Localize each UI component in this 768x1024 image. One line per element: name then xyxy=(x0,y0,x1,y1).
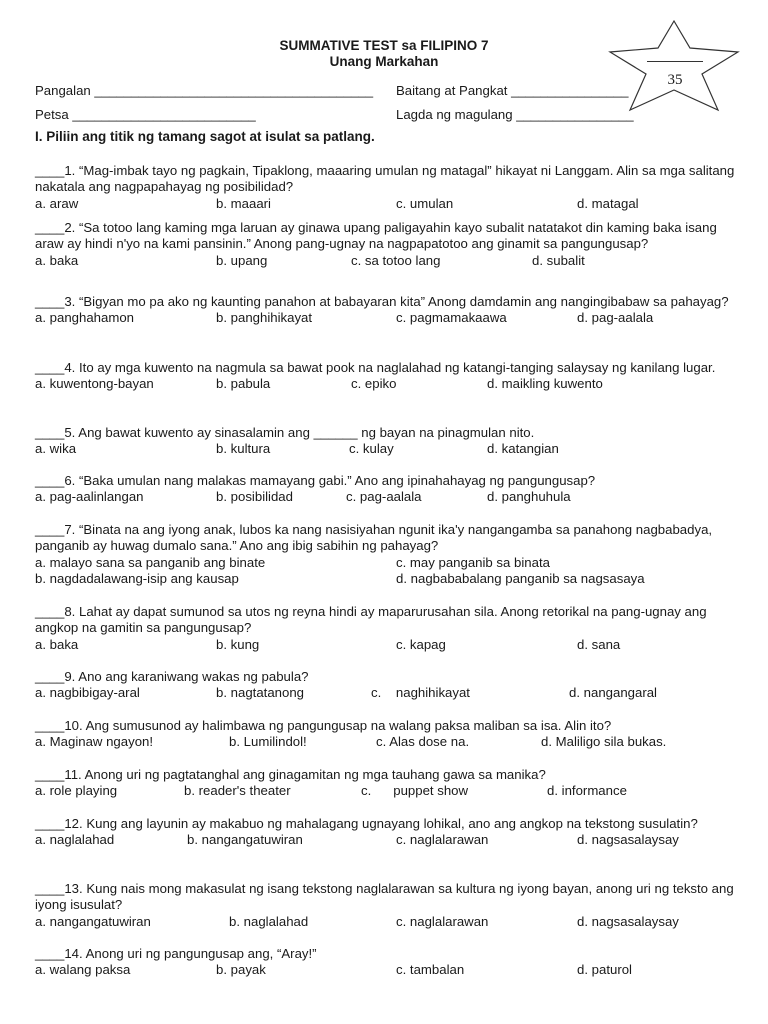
option-a[interactable]: a. pag-aalinlangan xyxy=(35,489,144,505)
question-stem: ____7. “Binata na ang iyong anak, lubos ka nang nasisiyahan ngunit ika'y nangangamba sa panahong nagbabadya, panganib ay huwag dumalo sana.” Ano ang ibig sabihin ng pahayag? xyxy=(35,522,713,554)
options-row xyxy=(35,962,735,978)
option-c[interactable]: c. sa totoo lang xyxy=(351,252,441,268)
option-c[interactable]: c. may panganib sa binata xyxy=(396,554,550,570)
option-a[interactable]: a. nangangatuwiran xyxy=(35,913,151,929)
score-star-icon xyxy=(606,18,742,114)
option-c[interactable]: c. puppet show xyxy=(361,783,469,799)
score-total: 35 xyxy=(667,72,683,88)
question-stem: ____10. Ang sumusunod ay halimbawa ng pangungusap na walang paksa maliban sa isa. Alin ito? xyxy=(35,718,612,733)
options-row xyxy=(35,253,735,269)
option-b[interactable]: b. kung xyxy=(216,636,260,652)
option-c[interactable]: c. kulay xyxy=(349,441,394,457)
option-d[interactable]: d. nagbababalang panganib sa nagsasaya xyxy=(396,570,645,586)
option-c[interactable]: c. naglalarawan xyxy=(396,832,489,848)
option-a[interactable]: a. Maginaw ngayon! xyxy=(35,734,154,750)
question-14 xyxy=(35,946,735,979)
instruction: I. Piliin ang titik ng tamang sagot at isulat sa patlang. xyxy=(35,129,375,144)
option-a[interactable]: a. wika xyxy=(35,441,77,457)
question-stem: ____9. Ano ang karaniwang wakas ng pabula? xyxy=(35,669,309,684)
option-d[interactable]: d. katangian xyxy=(487,441,559,457)
question-9 xyxy=(35,669,735,702)
grade-section-field[interactable]: Baitang at Pangkat ________________ xyxy=(396,83,629,98)
options-row xyxy=(35,685,735,701)
parent-signature-field[interactable]: Lagda ng magulang ________________ xyxy=(396,107,634,122)
question-stem: ____4. Ito ay mga kuwento na nagmula sa bawat pook na naglalahad ng katangi-tanging salaysay ng kanilang lugar. xyxy=(35,360,716,375)
option-d[interactable]: d. nagsasalaysay xyxy=(577,913,679,929)
option-d[interactable]: d. Maliligo sila bukas. xyxy=(541,734,667,750)
option-b[interactable]: b. kultura xyxy=(216,441,271,457)
option-c[interactable]: c. tambalan xyxy=(396,962,465,978)
option-d[interactable]: d. nagsasalaysay xyxy=(577,832,679,848)
option-a[interactable]: a. araw xyxy=(35,195,79,211)
option-a[interactable]: a. baka xyxy=(35,252,79,268)
options-row xyxy=(35,734,735,750)
question-stem: ____14. Anong uri ng pangungusap ang, “Aray!” xyxy=(35,946,317,961)
option-a[interactable]: a. panghahamon xyxy=(35,310,134,326)
option-b[interactable]: b. upang xyxy=(216,252,268,268)
options-row xyxy=(35,914,735,930)
option-d[interactable]: d. maikling kuwento xyxy=(487,376,603,392)
options-row xyxy=(35,571,735,587)
option-a[interactable]: a. role playing xyxy=(35,783,118,799)
question-8 xyxy=(35,604,735,653)
option-c[interactable]: c. naglalarawan xyxy=(396,913,489,929)
option-b[interactable]: b. reader's theater xyxy=(184,783,291,799)
option-b[interactable]: b. naglalahad xyxy=(229,913,309,929)
option-d[interactable]: d. subalit xyxy=(532,252,585,268)
option-b[interactable]: b. Lumilindol! xyxy=(229,734,307,750)
question-7 xyxy=(35,522,735,587)
options-row xyxy=(35,637,735,653)
option-a[interactable]: a. nagbibigay-aral xyxy=(35,685,140,701)
options-row xyxy=(35,441,735,457)
question-5 xyxy=(35,425,735,458)
question-stem: ____8. Lahat ay dapat sumunod sa utos ng reyna hindi ay maparurusahan sila. Anong retorikal na pang-ugnay ang angkop na gamitin sa pangungusap? xyxy=(35,604,707,636)
option-c[interactable]: c. Alas dose na. xyxy=(376,734,470,750)
options-row xyxy=(35,196,735,212)
option-d[interactable]: d. matagal xyxy=(577,195,639,211)
question-stem: ____6. “Baka umulan nang malakas mamayang gabi.” Ano ang ipinahahayag ng pangungusap? xyxy=(35,473,596,488)
question-4 xyxy=(35,360,735,393)
options-row xyxy=(35,832,735,848)
option-a[interactable]: a. walang paksa xyxy=(35,962,131,978)
question-2 xyxy=(35,220,735,269)
option-b[interactable]: b. nagdadalawang-isip ang kausap xyxy=(35,570,239,586)
option-a[interactable]: a. kuwentong-bayan xyxy=(35,376,154,392)
question-stem: ____3. “Bigyan mo pa ako ng kaunting panahon at babayaran kita” Anong damdamin ang nangingibabaw sa pahayag? xyxy=(35,294,729,309)
option-d[interactable]: d. panghuhula xyxy=(487,489,571,505)
options-row xyxy=(35,489,735,505)
question-stem: ____5. Ang bawat kuwento ay sinasalamin ang ______ ng bayan na pinagmulan nito. xyxy=(35,425,535,440)
subtitle-text: Unang Markahan xyxy=(329,54,439,69)
option-c[interactable]: c. epiko xyxy=(351,376,397,392)
option-b[interactable]: b. payak xyxy=(216,962,266,978)
options-row xyxy=(35,376,735,392)
option-b[interactable]: b. posibilidad xyxy=(216,489,293,505)
title-text: SUMMATIVE TEST sa FILIPINO 7 xyxy=(279,38,489,53)
option-d[interactable]: d. nangangaral xyxy=(569,685,657,701)
option-b[interactable]: b. panghihikayat xyxy=(216,310,313,326)
option-c[interactable]: c. pagmamakaawa xyxy=(396,310,507,326)
option-c[interactable]: c. naghihikayat xyxy=(371,685,470,701)
option-d[interactable]: d. informance xyxy=(547,783,627,799)
options-row xyxy=(35,783,735,799)
question-10 xyxy=(35,718,735,751)
option-b[interactable]: b. nangangatuwiran xyxy=(187,832,303,848)
name-field[interactable]: Pangalan ______________________________________ xyxy=(35,83,374,98)
option-a[interactable]: a. baka xyxy=(35,636,79,652)
score-blank xyxy=(647,61,703,62)
option-d[interactable]: d. sana xyxy=(577,636,621,652)
question-12 xyxy=(35,816,735,849)
option-c[interactable]: c. umulan xyxy=(396,195,454,211)
question-stem: ____12. Kung ang layunin ay makabuo ng mahalagang ugnayang lohikal, ano ang angkop na tekstong susulatin? xyxy=(35,816,698,831)
option-c[interactable]: c. kapag xyxy=(396,636,446,652)
question-6 xyxy=(35,473,735,506)
option-a[interactable]: a. malayo sana sa panganib ang binate xyxy=(35,554,266,570)
option-b[interactable]: b. nagtatanong xyxy=(216,685,304,701)
question-stem: ____11. Anong uri ng pagtatanghal ang ginagamitan ng mga tauhang gawa sa manika? xyxy=(35,767,546,782)
option-b[interactable]: b. maaari xyxy=(216,195,271,211)
options-row xyxy=(35,310,735,326)
option-b[interactable]: b. pabula xyxy=(216,376,271,392)
question-stem: ____1. “Mag-imbak tayo ng pagkain, Tipaklong, maaaring umulan ng matagal” hikayat ni Langgam. Alin sa mga salitang nakatala ang nagpapahayag ng posibilidad? xyxy=(35,163,735,195)
option-a[interactable]: a. naglalahad xyxy=(35,832,115,848)
options-row xyxy=(35,555,735,571)
option-d[interactable]: d. pag-aalala xyxy=(577,310,654,326)
question-3 xyxy=(35,294,735,327)
option-d[interactable]: d. paturol xyxy=(577,962,632,978)
question-11 xyxy=(35,767,735,800)
question-stem: ____13. Kung nais mong makasulat ng isang tekstong naglalarawan sa kultura ng iyong bayan, anong uri ng teksto ang iyong isusulat? xyxy=(35,881,734,913)
question-stem: ____2. “Sa totoo lang kaming mga laruan ay ginawa upang paligayahin kayo subalit natatakot din kaming baka isang araw ay hindi n'yo na kami pansinin.” Anong pang-ugnay na nagpapatotoo ang ginamit sa pangungusap? xyxy=(35,220,717,252)
date-field[interactable]: Petsa _________________________ xyxy=(35,107,256,122)
option-c[interactable]: c. pag-aalala xyxy=(346,489,422,505)
question-1 xyxy=(35,163,735,212)
question-13 xyxy=(35,881,735,930)
